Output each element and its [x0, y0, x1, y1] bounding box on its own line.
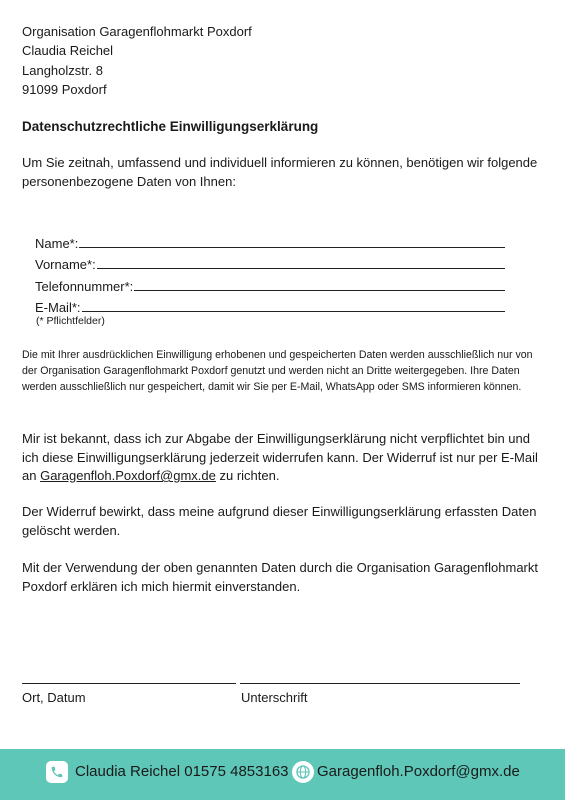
name-label: Name*: [35, 236, 79, 252]
personal-data-form [35, 230, 505, 315]
agreement-paragraph: Mit der Verwendung der oben genannten Daten durch die Organisation Garagenflohmarkt Poxdorf erklären ich mich hiermit einverstanden. [22, 560, 538, 594]
footer-email[interactable]: Garagenfloh.Poxdorf@gmx.de [317, 763, 520, 780]
withdrawal-text: Mir ist bekannt, dass ich zur Abgabe der Einwilligungserklärung nicht verpflichtet bin und ich diese Einwilligungserklärung jederzeit widerrufen kann. Der Widerruf ist nur per E-Mail an [22, 431, 538, 483]
address-name: Claudia Reichel [22, 43, 114, 59]
signature-label: Unterschrift [241, 690, 308, 705]
consent-details: Die mit Ihrer ausdrücklichen Einwilligung erhobenen und gespeicherten Daten werden ausschließlich nur von der Organisation Garagenflohmarkt Poxdorf genutzt und werden nicht an Dritte weitergegeben. Ihre Daten werden ausschließlich nur gespeichert, damit wir Sie per E-Mail, WhatsApp oder SMS informieren können. [22, 349, 533, 393]
footer-phone: Claudia Reichel 01575 4853163 [75, 763, 289, 780]
required-fields-note: (* Pflichtfelder) [36, 315, 105, 327]
email-field[interactable] [35, 294, 505, 315]
first-name-label: Vorname*: [35, 257, 96, 273]
first-name-input-line[interactable] [97, 268, 505, 269]
withdrawal-email-link[interactable]: Garagenfloh.Poxdorf@gmx.de [40, 468, 216, 483]
intro-paragraph: Um Sie zeitnah, umfassend und individuell informieren zu können, benötigen wir folgende personenbezogene Daten von Ihnen: [22, 155, 538, 189]
address-street: Langholzstr. 8 [22, 62, 103, 78]
withdrawal-paragraph [22, 430, 542, 486]
name-input-line[interactable] [79, 247, 505, 248]
phone-field[interactable] [35, 272, 505, 293]
phone-input-line[interactable] [134, 290, 505, 291]
address-organisation: Organisation Garagenflohmarkt Poxdorf [22, 24, 252, 39]
name-field[interactable] [35, 230, 505, 251]
contact-footer [0, 749, 565, 800]
email-input-line[interactable] [82, 311, 505, 312]
place-date-line[interactable] [22, 683, 236, 684]
email-label: E-Mail*: [35, 299, 81, 315]
sender-address [22, 22, 252, 99]
withdrawal-text-end: zu richten. [215, 468, 280, 483]
globe-icon [292, 761, 314, 783]
signature-line[interactable] [240, 683, 520, 684]
place-date-label: Ort, Datum [22, 690, 86, 705]
deletion-paragraph: Der Widerruf bewirkt, dass meine aufgrund dieser Einwilligungserklärung erfassten Daten gelöscht werden. [22, 504, 537, 538]
phone-icon [46, 761, 68, 783]
phone-label: Telefonnummer*: [35, 278, 134, 294]
address-city: 91099 Poxdorf [22, 81, 107, 97]
first-name-field[interactable] [35, 251, 505, 272]
document-title: Datenschutzrechtliche Einwilligungserklärung [22, 119, 319, 134]
